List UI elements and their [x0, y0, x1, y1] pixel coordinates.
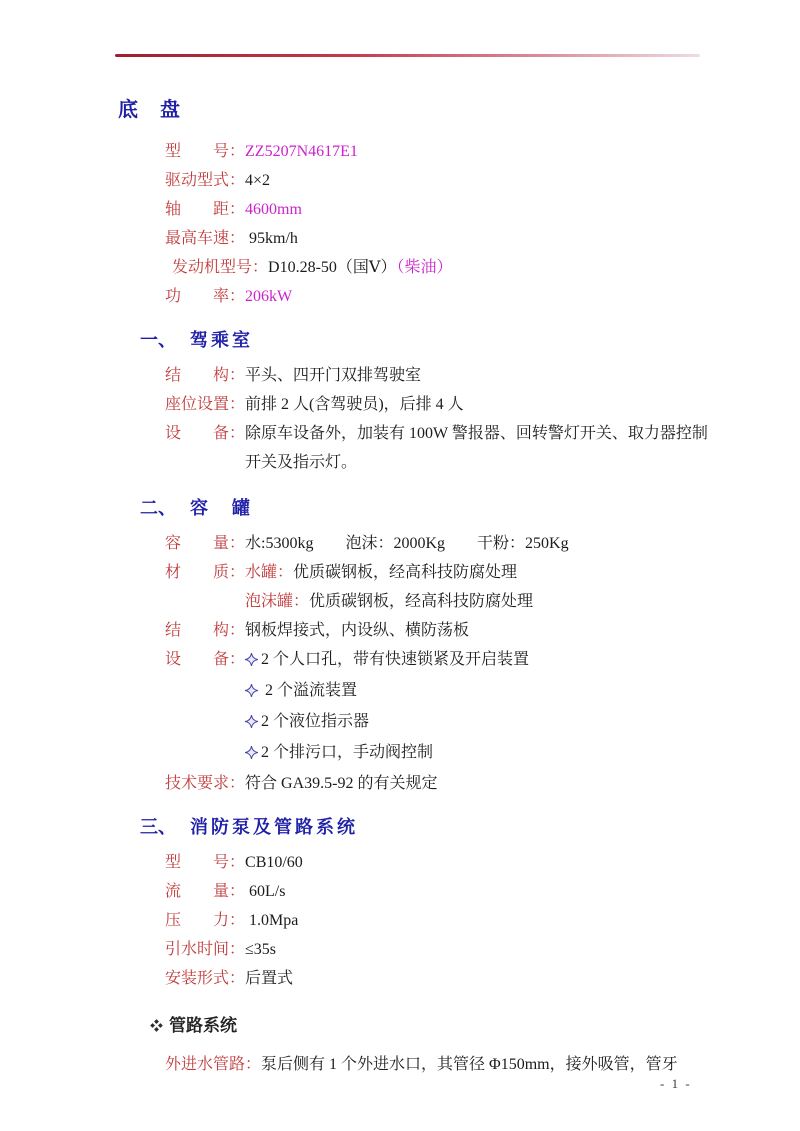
spec-label: 技术要求：: [165, 775, 246, 792]
spec-label: 结 构：: [165, 367, 246, 384]
section-heading-pump: [140, 814, 800, 840]
spec-value: 优质碳钢板，经高科技防腐处理: [309, 593, 534, 610]
spec-row: [165, 529, 800, 558]
bullet-item-text: 2 个溢流装置: [261, 682, 358, 699]
spec-value: ZZ5207N4617E1: [245, 143, 358, 160]
spec-value: 钢板焊接式，内设纵、横防荡板: [245, 622, 470, 639]
doc-title: 底 盘: [118, 99, 181, 121]
spec-row: [165, 224, 800, 253]
spec-value: 优质碳钢板，经高科技防腐处理: [293, 564, 518, 581]
spec-value: 后置式: [245, 970, 294, 987]
spec-value: 4×2: [245, 172, 271, 189]
spec-row: [165, 390, 800, 419]
spec-value: 1.0Mpa: [245, 912, 299, 929]
diamond-cluster-icon: [150, 1014, 163, 1040]
spec-value: CB10/60: [245, 854, 303, 871]
spec-sublabel: 泡沫罐：: [245, 593, 310, 610]
spec-row: [245, 587, 800, 616]
header-rule: [115, 54, 700, 57]
bullet-item: [245, 707, 800, 738]
bullet-item: [245, 676, 800, 707]
spec-label: 型 号：: [165, 143, 246, 160]
page-number: - 1 -: [660, 1076, 692, 1091]
four-pointed-star-icon: [245, 709, 258, 738]
bullet-item-text: 2 个人口孔，带有快速锁紧及开启装置: [261, 651, 530, 668]
spec-value: 206kW: [245, 288, 293, 305]
spec-label: 设 备：: [165, 651, 246, 668]
spec-row: [165, 195, 800, 224]
spec-label: 材 质：: [165, 564, 246, 581]
section-number: 一、: [140, 330, 176, 350]
spec-label: 安装形式：: [165, 970, 246, 987]
tank-block: [0, 529, 800, 798]
pipeline-subheading: [150, 1013, 800, 1040]
four-pointed-star-icon: [245, 740, 258, 769]
spec-row-pipeline: [165, 1050, 800, 1079]
spec-value: 水:5300kg 泡沫：2000Kg 干粉：250Kg: [245, 535, 569, 552]
spec-row: [165, 616, 800, 645]
spec-row-tech: [165, 769, 800, 798]
bullet-item-text: 2 个排污口，手动阀控制: [261, 744, 434, 761]
spec-value: 60L/s: [245, 883, 286, 900]
spec-row: [165, 877, 800, 906]
spec-value: 泵后侧有 1 个外进水口，其管径 Φ150mm，接外吸管，管牙: [261, 1056, 678, 1073]
spec-row: [165, 419, 715, 477]
spec-sublabel: 水罐：: [245, 564, 294, 581]
section-heading-cab: [140, 327, 800, 353]
spec-label: 功 率：: [165, 288, 246, 305]
section-number: 二、: [140, 498, 176, 518]
section-heading-tank: [140, 495, 800, 521]
spec-row: [165, 964, 800, 993]
spec-label: 容 量：: [165, 535, 246, 552]
spec-label: 型 号：: [165, 854, 246, 871]
spec-row: [165, 166, 800, 195]
spec-label: 发动机型号：: [172, 259, 269, 276]
section-title: 驾乘室: [190, 330, 253, 350]
spec-row: [165, 848, 800, 877]
spec-row: [165, 137, 800, 166]
spec-value: 平头、四开门双排驾驶室: [245, 367, 422, 384]
spec-row: [165, 906, 800, 935]
spec-value: 符合 GA39.5-92 的有关规定: [245, 775, 438, 792]
spec-value: 4600mm: [245, 201, 302, 218]
spec-row: [165, 361, 800, 390]
spec-row: [172, 253, 800, 282]
spec-label: 设 备：: [165, 425, 246, 442]
section-title: 容 罐: [190, 498, 253, 518]
bullet-item: [245, 738, 800, 769]
spec-row: [165, 935, 800, 964]
section-title: 消防泵及管路系统: [190, 817, 358, 837]
spec-label: 压 力：: [165, 912, 246, 929]
spec-value: D10.28-50（国Ⅴ）: [268, 259, 397, 276]
bullet-item-text: 2 个液位指示器: [261, 713, 370, 730]
spec-value: 95km/h: [245, 230, 298, 247]
four-pointed-star-icon: [245, 647, 258, 676]
pump-block: [0, 848, 800, 1079]
four-pointed-star-icon: [245, 678, 258, 707]
pipeline-subheading-text: 管路系统: [169, 1016, 237, 1035]
spec-label: 结 构：: [165, 622, 246, 639]
spec-row: [165, 558, 800, 587]
spec-label: 最高车速：: [165, 230, 246, 247]
section-number: 三、: [140, 817, 176, 837]
spec-value-fuel: （柴油）: [396, 259, 453, 276]
spec-row-equipment: [165, 645, 800, 676]
spec-value: 前排 2 人(含驾驶员)，后排 4 人: [245, 396, 464, 413]
spec-label: 驱动型式：: [165, 172, 246, 189]
spec-label: 引水时间：: [165, 941, 246, 958]
spec-label: 座位设置：: [165, 396, 246, 413]
spec-label: 轴 距：: [165, 201, 246, 218]
spec-value: 除原车设备外，加装有 100W 警报器、回转警灯开关、取力器控制开关及指示灯。: [245, 425, 708, 471]
chassis-block: [0, 137, 800, 311]
spec-label: 流 量：: [165, 883, 246, 900]
cab-block: [0, 361, 800, 477]
spec-row: [165, 282, 800, 311]
spec-label: 外进水管路：: [165, 1056, 262, 1073]
spec-value: ≤35s: [245, 941, 277, 958]
